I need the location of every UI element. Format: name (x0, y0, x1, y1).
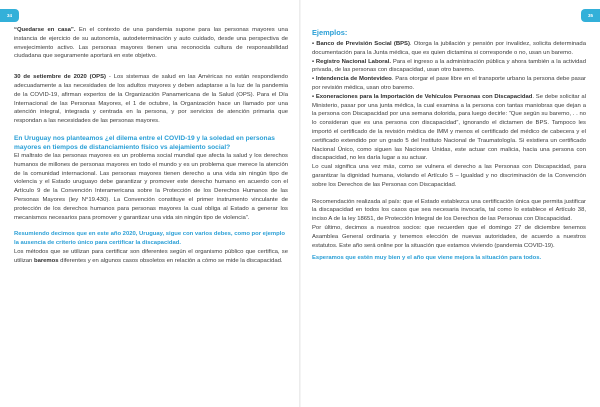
bullet: • (312, 93, 315, 100)
example-lead: Registro Nacional Laboral. (315, 58, 391, 65)
paragraph-metodos (14, 248, 288, 266)
paragraph-text: En el contexto de una pandemia supone para las personas mayores una instancia de ejercicio de su autonomía, autodeterminación y auto cuidado, desde una perspectiva de envejecimiento activo. Las personas mayores tienen una reconocida cultura de responsabilidad ciudadana que seguramente aportará en este objetivo. (14, 27, 288, 60)
paragraph-ops (14, 73, 288, 126)
example-item-bps (312, 40, 586, 58)
example-text: . Se debe solicitar al Ministerio, pasar por una junta médica, la cual examina a la persona con tantas maniobras que dejan a la persona con Discapacidad por una semana dolorida, para luego decirle: “Que según su baremo, . . no lo consideran que es una persona con discapacidad”, ignorando el dictamen de BPS. Tampoco les importó el certificado de la revisión médica de IMM y menos el certificado del médico de cabecera y el certificado extendido por un grado 5 del Instituto Nacional de Traumatología. Si existiera un certificado Nacional Único, como siguen las Naciones Unidas, este actuar con malicia, hacia una persona con discapacidad, no les daría lugar a su actuar. (312, 93, 586, 162)
example-text: . Otorga la jubilación y pensión por invalidez, solicita determinada documentación para la Junta médica, que es quien dictamina si corresponde o no, usan un baremo. (312, 41, 586, 56)
paragraph-lead: “Quedarse en casa”. (14, 27, 76, 33)
paragraph-significa: Lo cual significa una vez más, como se vulnera el derecho a las Personas con Discapacidad, para garantizar la dignidad humana, violando el Artículo 5 – Igualdad y no discriminación de la Convención sobre los Derechos de las Personas con Discapacidad. (312, 164, 586, 188)
example-lead: Exoneraciones para la Importación de Vehículos Personas con Discapacidad (315, 93, 533, 100)
summary-heading: Resumiendo decimos que en este año 2020, Uruguay, sigue con varios debes, como por ejemplo la ausencia de criterio único para certificar la discapacidad. (14, 231, 285, 247)
right-page (300, 0, 600, 407)
example-lead: Intendencia de Montevideo (315, 76, 392, 83)
example-text: Para el ingreso a la administración pública y ahora también a la actividad privada, de las personas con discapacidad, usan otro baremo. (312, 58, 586, 74)
example-item-exoneraciones (312, 93, 586, 163)
page-number-left: 34 (0, 9, 19, 22)
paragraph-text: - Los sistemas de salud en las Américas no están respondiendo adecuadamente a las necesidades de los adultos mayores y deben adaptarse a la luz de la pandemia de la COVID-19, afirman expertos de la Organización Panamericana de la Salud (OPS). Para el Día Internacional de las Personas Mayores, el 1 de octubre, la Organización hace un llamado por una atención integral, integrada y centrada en la persona, y por servicios de atención primaria que respondan a las necesidades de las personas mayores. (14, 74, 288, 125)
example-item-intendencia (312, 75, 586, 93)
example-item-registro (312, 58, 586, 76)
paragraph-por-ultimo: Por último, decimos a nuestros socios: que recuerden que el domingo 27 de diciembre tenemos Asamblea General ordinaria y tenemos elección de nuevas autoridades, de acuerdo a nuestros estatutos. Este año será online por la situación que estamos viviendo (pandemia COVID-19). (312, 224, 586, 249)
example-lead: Banco de Previsión Social (BPS) (316, 41, 410, 47)
bullet: • (312, 58, 315, 65)
closing-message: Esperamos que estén muy bien y el año que viene mejora la situación para todos. (312, 255, 542, 262)
left-page-content (14, 26, 288, 266)
paragraph-text: diferentes y en algunos casos obsoletos en relación a cómo se mide la discapacidad. (58, 257, 283, 264)
right-page-content (312, 28, 586, 263)
baremos-bold: baremos (33, 257, 59, 264)
bullet: • (312, 76, 315, 83)
example-text: . Para otorgar el pase libre en el transporte urbano la persona debe pasar por revisión médica, usan otro baremo. (312, 76, 586, 91)
paragraph-recomendacion: Recomendación realizada al país: que el Estado establezca una certificación única que permita justificar la discapacidad en todos los casos que sea necesaria invocarla, tal como lo establece el Artículo 38, inciso A de la ley 18651, de Protección Integral de los Derechos de las Personas con Discapacidad. (312, 198, 586, 223)
bullet: • (312, 41, 315, 47)
page-number-right: 35 (581, 9, 600, 22)
examples-title: Ejemplos: (312, 28, 348, 37)
paragraph-maltrato: El maltrato de las personas mayores es un problema social mundial que afecta la salud y los derechos humanos de millones de personas mayores en todo el mundo y es un problema que merece la atención de la comunidad internacional. Las personas mayores tienen derecho a una vida sin ningún tipo de violencia y el Estado uruguayo debe garantizar y promover este derecho humano en acuerdo con el Artículo 9 de la Convención Interamericana sobre la Protección de los Derechos Humanos de las Personas Mayores (ley N°19.430). La Convención constituye el primer instrumento vinculante de protección de los derechos humanos para personas mayores la cual obliga al Estado a generar los mecanismos necesarios para promover y garantizar una vida sin ningún tipo de violencia”. (14, 152, 288, 221)
paragraph-lead: 30 de setiembre de 2020 (OPS) (14, 74, 106, 81)
paragraph-text: Los métodos que se utilizan para certificar son diferentes según el organismo público que certifica, se utilizan (14, 248, 288, 264)
paragraph-quedarse-en-casa (14, 26, 288, 61)
section-heading-uruguay: En Uruguay nos planteamos ¿el dilema entre el COVID-19 y la soledad en personas mayores en tiempos de distanciamiento físico vs alejamiento social? (14, 134, 275, 151)
